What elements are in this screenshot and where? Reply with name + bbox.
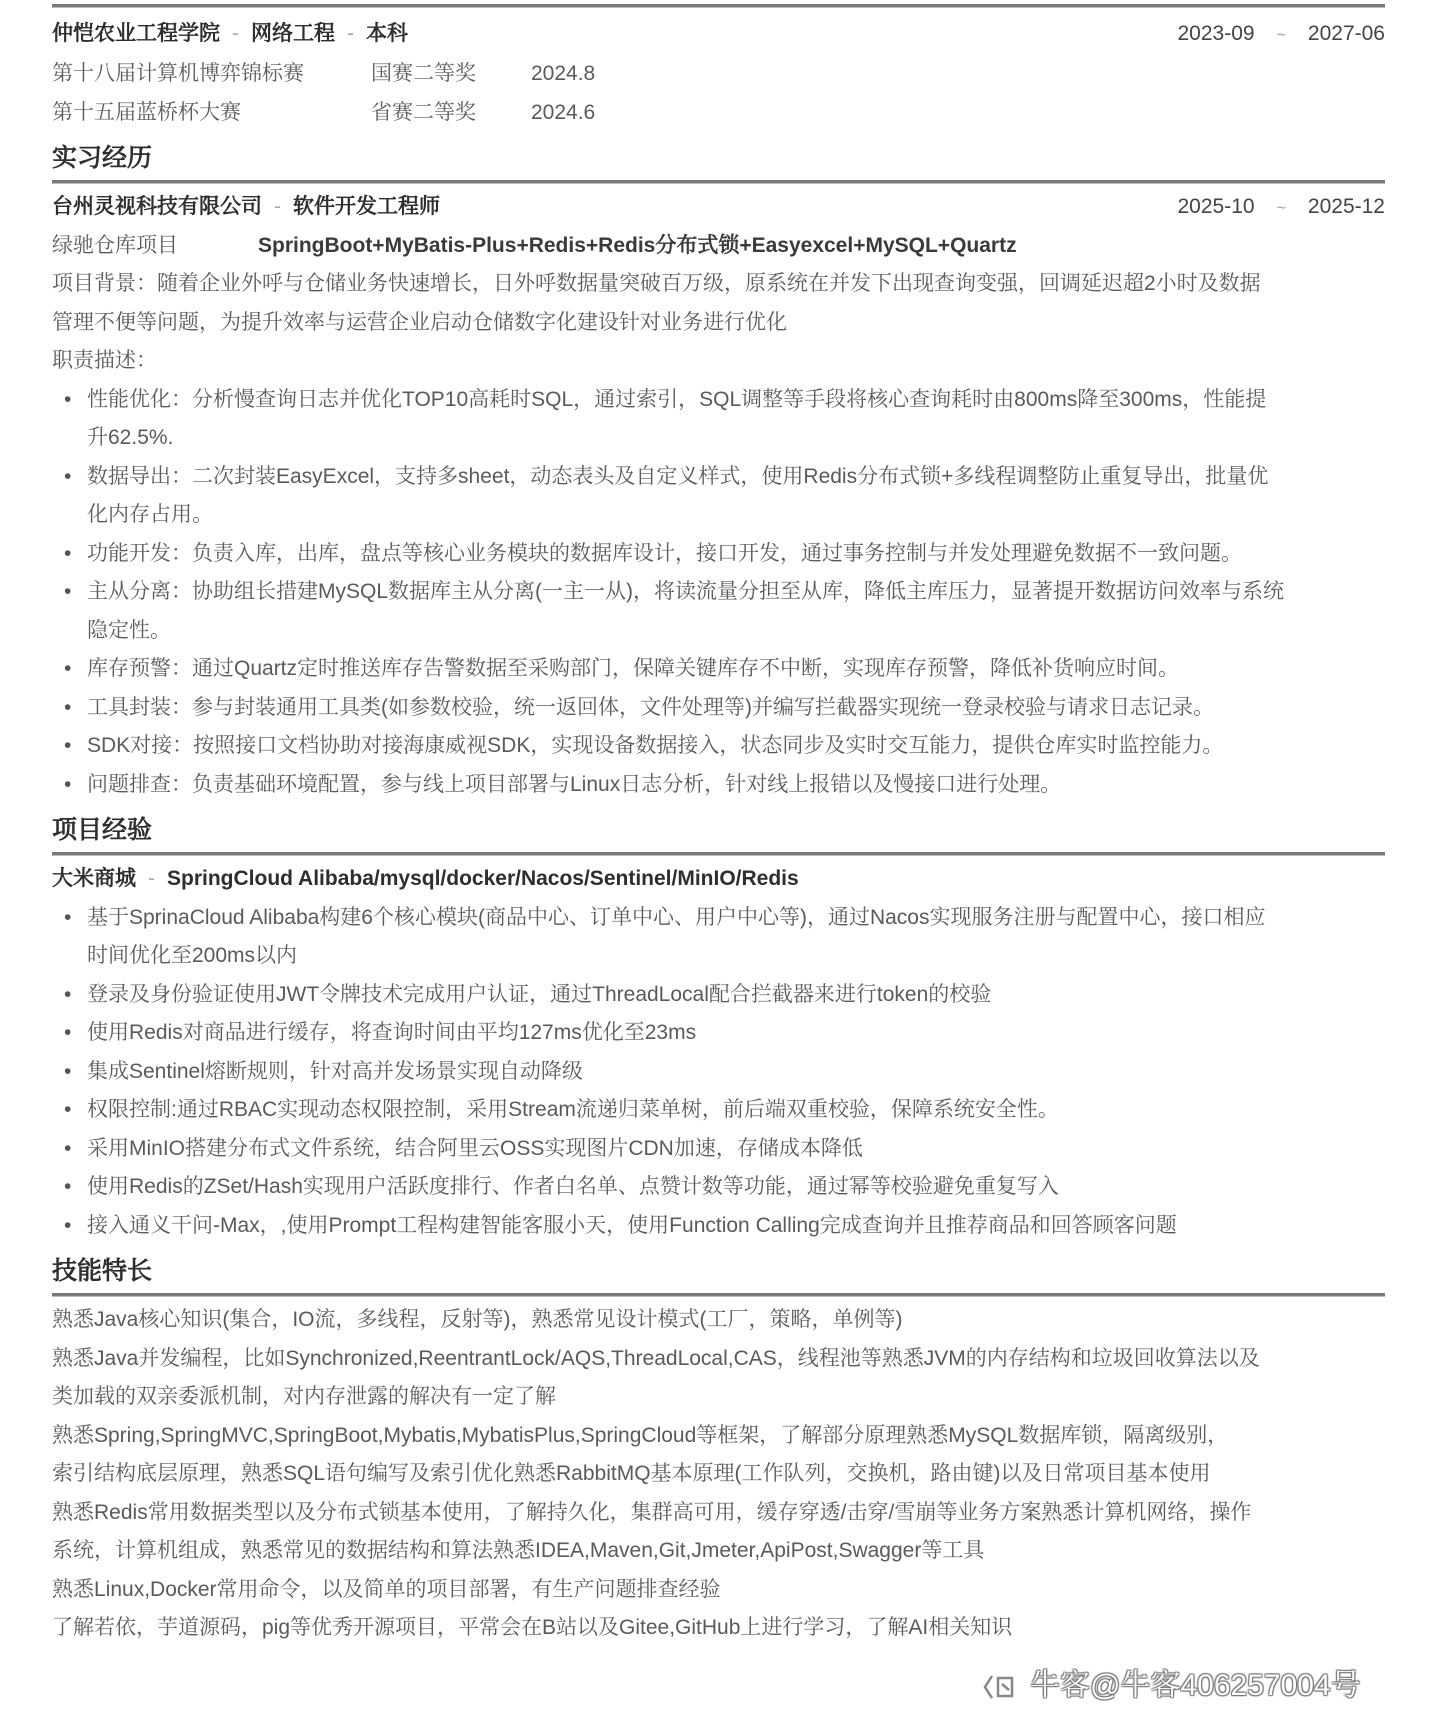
bullet-dot-icon: • bbox=[64, 772, 72, 796]
bullet-text: 使用Redis对商品进行缓存，将查询时间由平均127ms优化至23ms bbox=[87, 1021, 697, 1044]
award-level: 国赛二等奖 bbox=[371, 62, 476, 85]
bullet-dot-icon: • bbox=[64, 1098, 72, 1121]
skill-line: 熟悉Redis常用数据类型以及分布式锁基本使用，了解持久化，集群高可用，缓存穿透/击穿/雪崩等业务方案熟悉计算机网络，操作 bbox=[52, 1500, 1252, 1524]
resume-page bbox=[52, 0, 1385, 1648]
bullet-dot-icon: • bbox=[64, 1213, 72, 1237]
bullet-item-line bbox=[52, 381, 1385, 420]
internship-dates bbox=[1178, 188, 1386, 229]
project-title-row bbox=[52, 860, 1385, 899]
bullet-item-line bbox=[52, 496, 1385, 535]
major: 网络工程 bbox=[251, 22, 335, 45]
award-row bbox=[52, 94, 1385, 133]
bullet-dot-icon: • bbox=[64, 1175, 72, 1198]
section-divider bbox=[52, 4, 1385, 8]
bullet-text: 问题排查：负责基础环境配置，参与线上项目部署与Linux日志分析，针对线上报错以及慢接口进行处理。 bbox=[87, 772, 1062, 796]
bullet-dot-icon: • bbox=[64, 541, 72, 565]
project-background-line: 管理不便等问题，为提升效率与运营企业启动仓储数字化建设针对业务进行优化 bbox=[52, 310, 787, 334]
bullet-dot-icon: • bbox=[64, 905, 72, 929]
bullet-dot-icon: • bbox=[64, 657, 72, 680]
award-date: 2024.8 bbox=[531, 62, 596, 85]
start-date: 2023-09 bbox=[1177, 22, 1255, 45]
bullet-text: 化内存占用。 bbox=[87, 503, 213, 526]
bullet-text: 接入通义干问-Max，,使用Prompt工程构建智能客服小天，使用Function Calling完成查询并且推荐商品和回答顾客问题 bbox=[87, 1213, 1177, 1237]
award-date: 2024.6 bbox=[531, 100, 596, 124]
start-date: 2025-10 bbox=[1177, 195, 1255, 218]
bullet-text: 采用MinIO搭建分布式文件系统，结合阿里云OSS实现图片CDN加速，存储成本降低 bbox=[87, 1136, 863, 1160]
skill-line: 索引结构底层原理，熟悉SQL语句编写及索引优化熟悉RabbitMQ基本原理(工作队列，交换机，路由键)以及日常项目基本使用 bbox=[52, 1462, 1211, 1485]
bullet-text: 使用Redis的ZSet/Hash实现用户活跃度排行、作者白名单、点赞计数等功能，通过幂等校验避免重复写入 bbox=[87, 1175, 1059, 1198]
bullet-item-line bbox=[52, 766, 1385, 805]
bullet-text: 集成Sentinel熔断规则，针对高并发场景实现自动降级 bbox=[87, 1059, 583, 1083]
education-dates bbox=[1178, 15, 1386, 56]
section-divider bbox=[52, 852, 1385, 856]
bullet-item-line bbox=[52, 1091, 1385, 1130]
company-name: 台州灵视科技有限公司 bbox=[52, 195, 262, 218]
company-row bbox=[52, 188, 1385, 227]
bullet-item-line bbox=[52, 573, 1385, 612]
bullet-dot-icon: • bbox=[64, 1021, 72, 1044]
separator: - bbox=[232, 22, 239, 45]
skill-line: 熟悉Java核心知识(集合，IO流，多线程，反射等)，熟悉常见设计模式(工厂，策略，单例等) bbox=[52, 1308, 903, 1331]
bullet-dot-icon: • bbox=[64, 734, 72, 757]
bullet-item-line bbox=[52, 535, 1385, 574]
bullet-dot-icon: • bbox=[64, 464, 72, 488]
separator: - bbox=[148, 867, 155, 890]
bullet-item-line bbox=[52, 1168, 1385, 1207]
skill-line: 系统，计算机组成，熟悉常见的数据结构和算法熟悉IDEA,Maven,Git,Jmeter,ApiPost,Swagger等工具 bbox=[52, 1539, 985, 1562]
tilde: ~ bbox=[1276, 200, 1286, 217]
duties-label: 职责描述： bbox=[52, 349, 157, 372]
degree: 本科 bbox=[366, 22, 408, 45]
separator: - bbox=[274, 195, 281, 218]
bullet-dot-icon: • bbox=[64, 695, 72, 719]
project-tech-stack: SpringCloud Alibaba/mysql/docker/Nacos/Sentinel/MinIO/Redis bbox=[167, 867, 799, 890]
bullet-item-line bbox=[52, 937, 1385, 976]
bullet-text: 隐定性。 bbox=[87, 618, 171, 642]
bullet-item-line bbox=[52, 419, 1385, 458]
bullet-dot-icon: • bbox=[64, 982, 72, 1006]
bullet-item-line bbox=[52, 612, 1385, 651]
section-divider bbox=[52, 1293, 1385, 1297]
school-name: 仲恺农业工程学院 bbox=[52, 22, 220, 45]
bullet-dot-icon: • bbox=[64, 1136, 72, 1160]
bullet-text: 功能开发：负责入库，出库，盘点等核心业务模块的数据库设计，接口开发，通过事务控制与并发处理避免数据不一致问题。 bbox=[87, 541, 1242, 565]
project-row bbox=[52, 227, 1385, 266]
bullet-item-line bbox=[52, 1053, 1385, 1092]
tilde: ~ bbox=[1276, 27, 1286, 44]
section-heading-projects: 项目经验 bbox=[52, 816, 153, 844]
bullet-text: 主从分离：协助组长措建MySQL数据库主从分离(一主一从)，将读流量分担至从库，降低主库压力，显著提开数据访问效率与系统 bbox=[87, 580, 1284, 603]
bullet-item-line bbox=[52, 976, 1385, 1015]
award-row bbox=[52, 55, 1385, 94]
bullet-item-line bbox=[52, 1014, 1385, 1053]
bullet-text: 数据导出：二次封装EasyExcel，支持多sheet，动态表头及自定义样式，使用Redis分布式锁+多线程调整防止重复导出，批量优 bbox=[87, 464, 1269, 488]
bullet-dot-icon: • bbox=[64, 580, 72, 603]
section-divider bbox=[52, 180, 1385, 184]
award-name: 第十八届计算机博弈锦标赛 bbox=[52, 62, 304, 85]
bullet-dot-icon: • bbox=[64, 1059, 72, 1083]
bullet-item-line bbox=[52, 689, 1385, 728]
section-heading-skills: 技能特长 bbox=[52, 1257, 153, 1285]
watermark-text: 牛客@牛客406257004号 bbox=[1030, 1669, 1361, 1702]
skill-line: 类加载的双亲委派机制，对内存泄露的解决有一定了解 bbox=[52, 1385, 556, 1408]
bullet-item-line bbox=[52, 899, 1385, 938]
project-name: 绿驰仓库项目 bbox=[52, 233, 178, 257]
bullet-text: 性能优化：分析慢查询日志并优化TOP10高耗时SQL，通过索引，SQL调整等手段将核心查询耗时由800ms降至300ms，性能提 bbox=[87, 387, 1267, 411]
project-name: 大米商城 bbox=[52, 867, 136, 890]
bullet-text: 升62.5%. bbox=[87, 426, 174, 449]
skill-line: 熟悉Java并发编程，比如Synchronized,ReentrantLock/AQS,ThreadLocal,CAS，线程池等熟悉JVM的内存结构和垃圾回收算法以及 bbox=[52, 1346, 1260, 1370]
bullet-item-line bbox=[52, 1130, 1385, 1169]
bullet-text: 登录及身份验证使用JWT令牌技术完成用户认证，通过ThreadLocal配合拦截器来进行token的校验 bbox=[87, 982, 992, 1006]
bullet-text: 权限控制:通过RBAC实现动态权限控制，采用Stream流递归菜单树，前后端双重校验，保障系统安全性。 bbox=[87, 1098, 1059, 1121]
bullet-text: SDK对接：按照接口文档协助对接海康威视SDK，实现设备数据接入，状态同步及实时交互能力，提供仓库实时监控能力。 bbox=[87, 734, 1224, 757]
section-heading-internship: 实习经历 bbox=[52, 144, 153, 172]
bullet-item-line bbox=[52, 650, 1385, 689]
end-date: 2027-06 bbox=[1307, 22, 1385, 45]
skill-line: 熟悉Linux,Docker常用命令，以及简单的项目部署，有生产问题排查经验 bbox=[52, 1577, 721, 1601]
bullet-item-line bbox=[52, 1207, 1385, 1246]
separator: - bbox=[347, 22, 354, 45]
project-tech-stack: SpringBoot+MyBatis-Plus+Redis+Redis分布式锁+Easyexcel+MySQL+Quartz bbox=[258, 233, 1017, 257]
project-background-line: 项目背景：随着企业外呼与仓储业务快速增长，日外呼数据量突破百万级，原系统在并发下出现查询变强，回调延迟超2小时及数据 bbox=[52, 272, 1261, 295]
bullet-text: 基于SprinaCloud Alibaba构建6个核心模块(商品中心、订单中心、用户中心等)，通过Nacos实现服务注册与配置中心，接口相应 bbox=[87, 905, 1266, 929]
skill-line: 熟悉Spring,SpringMVC,SpringBoot,Mybatis,MybatisPlus,SpringCloud等框架，了解部分原理熟悉MySQL数据库锁，隔离级别， bbox=[52, 1423, 1229, 1447]
award-level: 省赛二等奖 bbox=[371, 100, 476, 124]
bullet-text: 工具封装：参与封装通用工具类(如参数校验，统一返回体，文件处理等)并编写拦截器实现统一登录校验与请求日志记录。 bbox=[87, 695, 1214, 719]
nowcoder-logo-icon bbox=[982, 1672, 1022, 1702]
bullet-dot-icon: • bbox=[64, 387, 72, 411]
bullet-text: 时间优化至200ms以内 bbox=[87, 944, 298, 967]
end-date: 2025-12 bbox=[1307, 195, 1385, 218]
education-row bbox=[52, 15, 1385, 54]
bullet-text: 库存预警：通过Quartz定时推送库存告警数据至采购部门，保障关键库存不中断，实现库存预警，降低补货响应时间。 bbox=[87, 657, 1180, 680]
bullet-item-line bbox=[52, 727, 1385, 766]
bullet-item-line bbox=[52, 458, 1385, 497]
watermark bbox=[982, 1660, 1361, 1704]
award-name: 第十五届蓝桥杯大赛 bbox=[52, 100, 241, 124]
skill-line: 了解若依，芋道源码，pig等优秀开源项目，平常会在B站以及Gitee,GitHub上进行学习，了解AI相关知识 bbox=[52, 1616, 1013, 1639]
job-role: 软件开发工程师 bbox=[293, 195, 440, 218]
